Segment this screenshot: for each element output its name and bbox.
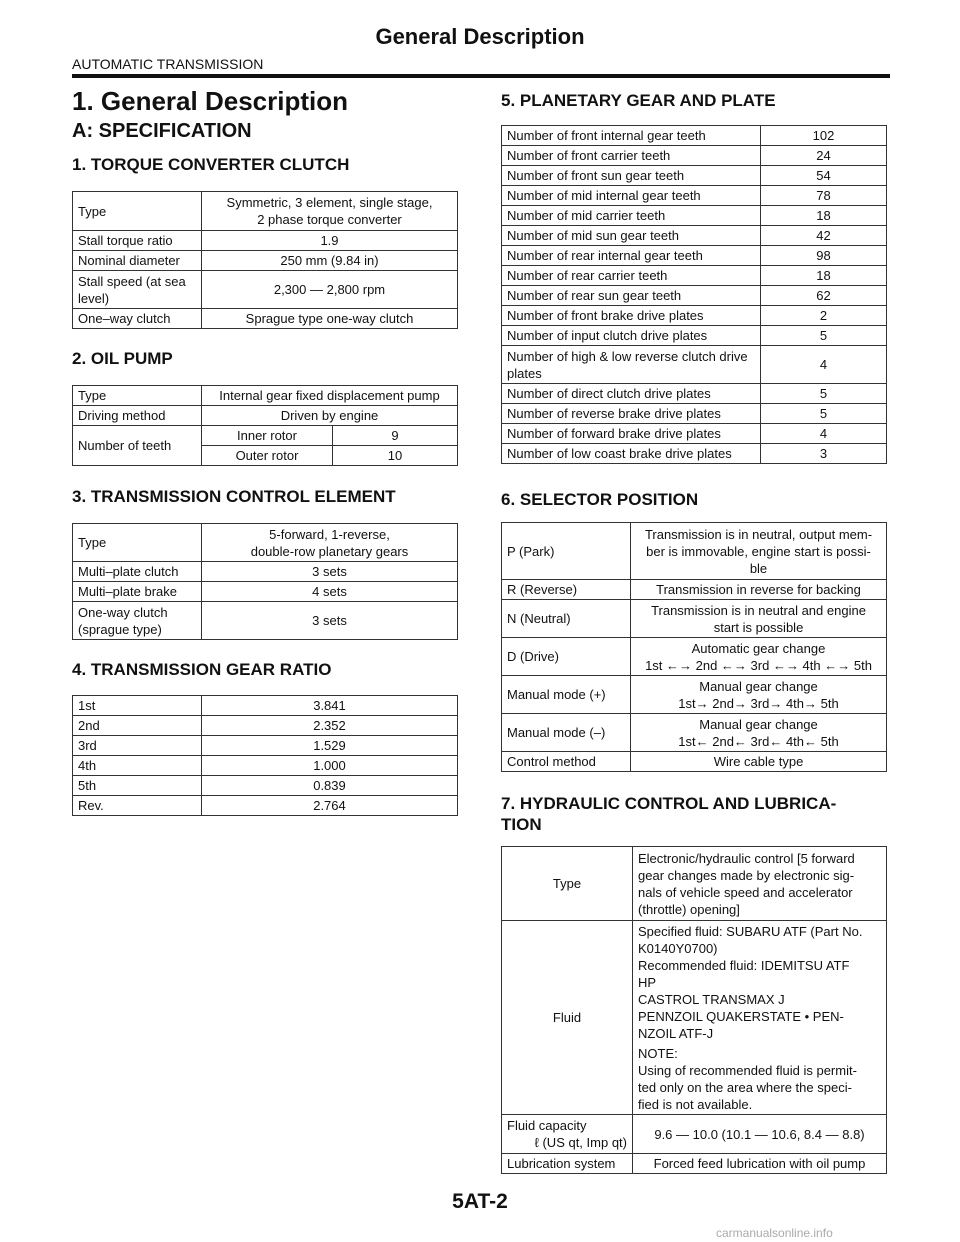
cell-value: 10 [333,446,458,466]
cell-value: Wire cable type [631,752,887,772]
cell-line: Recommended fluid: IDEMITSU ATF [638,957,850,973]
table-row [502,306,887,326]
cell-label: Fluid [502,921,633,1115]
table-row [502,638,887,676]
gear-ratio-value: 1.529 [202,736,458,756]
section-7-heading [501,793,836,835]
section-4-heading: 4. TRANSMISSION GEAR RATIO [72,660,332,679]
section-2-heading: 2. OIL PUMP [72,349,173,368]
spec-label: Number of forward brake drive plates [502,424,761,444]
gear-label: 4th [73,756,202,776]
cell-value [631,600,887,638]
cell-line: gear changes made by electronic sig- [638,867,855,883]
table-row [73,192,458,231]
table-row [502,346,887,384]
spec-value: 5 [761,404,887,424]
cell-line: start is possible [713,619,804,635]
spec-value: 62 [761,286,887,306]
spec-label: Number of mid carrier teeth [502,206,761,226]
cell-label: Type [73,386,202,406]
table-row [502,326,887,346]
cell-line: nals of vehicle speed and accelerator [638,884,853,900]
spec-label: Number of rear sun gear teeth [502,286,761,306]
table-row [502,752,887,772]
cell-value [202,192,458,231]
cell-label: Number of teeth [73,426,202,466]
hydraulic-control-table [501,846,887,1174]
gear-ratio-value: 2.764 [202,796,458,816]
table-row [502,206,887,226]
section-6-heading: 6. SELECTOR POSITION [501,490,699,509]
cell-value [631,638,887,676]
table-row [73,406,458,426]
table-row [502,580,887,600]
cell-line: HP [638,974,657,990]
cell-label: Stall torque ratio [73,231,202,251]
cell-line: One-way clutch [78,604,168,620]
cell-line: Transmission is in neutral and engine [651,602,866,618]
spec-value: 3 [761,444,887,464]
spec-label: Number of rear internal gear teeth [502,246,761,266]
spec-value: 78 [761,186,887,206]
cell-value: Sprague type one-way clutch [202,309,458,329]
cell-value: 4 sets [202,582,458,602]
cell-line: Fluid capacity [507,1118,587,1133]
gear-label: 2nd [73,716,202,736]
gear-label: 5th [73,776,202,796]
table-row [502,444,887,464]
cell-line: Automatic gear change [691,640,826,656]
cell-value: Transmission in reverse for backing [631,580,887,600]
spec-label: Number of front brake drive plates [502,306,761,326]
cell-label: Lubrication system [502,1154,633,1174]
spec-value: 4 [761,346,887,384]
table-row [502,600,887,638]
spec-value: 4 [761,424,887,444]
cell-value [633,921,887,1115]
gear-ratio-value: 3.841 [202,696,458,716]
cell-label: N (Neutral) [502,600,631,638]
table-row [502,404,887,424]
cell-value [631,714,887,752]
cell-value: Driven by engine [202,406,458,426]
table-row [502,424,887,444]
cell-value: 9.6 — 10.0 (10.1 — 10.6, 8.4 — 8.8) [633,1115,887,1154]
spec-value: 5 [761,326,887,346]
table-row [502,246,887,266]
cell-label: Control method [502,752,631,772]
spec-label: Number of front sun gear teeth [502,166,761,186]
cell-label: Manual mode (–) [502,714,631,752]
cell-line: Transmission is in neutral, output mem- [644,526,873,542]
cell-value: 2,300 — 2,800 rpm [202,271,458,309]
spec-label: Number of direct clutch drive plates [502,384,761,404]
cell-label: D (Drive) [502,638,631,676]
cell-label: Multi–plate brake [73,582,202,602]
gear-label: 3rd [73,736,202,756]
heading-line: 7. HYDRAULIC CONTROL AND LUBRICA- [501,794,837,813]
cell-value: 1.9 [202,231,458,251]
cell-line: level) [78,290,110,306]
section-1-heading: 1. TORQUE CONVERTER CLUTCH [72,155,350,174]
cell-line: double-row planetary gears [250,543,409,559]
cell-label: Type [502,847,633,921]
table-row [502,847,887,921]
cell-line: Electronic/hydraulic control [5 forward [638,850,855,866]
table-row [73,776,458,796]
cell-value: Internal gear fixed displacement pump [202,386,458,406]
cell-value: 9 [333,426,458,446]
table-row [502,921,887,1115]
cell-line: 1st→ 2nd→ 3rd→ 4th→ 5th [678,695,839,711]
cell-value: Forced feed lubrication with oil pump [633,1154,887,1174]
gear-label: 1st [73,696,202,716]
cell-value: 3 sets [202,602,458,640]
spec-label: Number of reverse brake drive plates [502,404,761,424]
table-row [502,266,887,286]
table-row [73,309,458,329]
table-row [73,756,458,776]
table-row [73,716,458,736]
control-element-table [72,523,458,640]
gear-ratio-value: 2.352 [202,716,458,736]
table-row [73,524,458,562]
spec-value: 98 [761,246,887,266]
selector-position-table [501,522,887,772]
chapter-title: 1. General Description [72,86,348,116]
cell-line: Symmetric, 3 element, single stage, [226,195,433,210]
page-header-section: AUTOMATIC TRANSMISSION [72,56,264,72]
cell-value [631,523,887,580]
cell-line: 5-forward, 1-reverse, [269,526,390,542]
cell-sublabel: Outer rotor [202,446,333,466]
table-row [73,271,458,309]
cell-value [631,676,887,714]
table-row [502,146,887,166]
table-row [502,714,887,752]
cell-label [73,271,202,309]
cell-line: 1st← 2nd← 3rd← 4th← 5th [678,733,839,749]
gear-ratio-value: 0.839 [202,776,458,796]
cell-label: Multi–plate clutch [73,562,202,582]
spec-value: 54 [761,166,887,186]
table-row [502,186,887,206]
cell-line: PENNZOIL QUAKERSTATE • PEN- [638,1008,844,1024]
table-row [502,1115,887,1154]
spec-label: Number of high & low reverse clutch drive plates [502,346,761,384]
cell-line: K0140Y0700) [638,940,718,956]
spec-value: 102 [761,126,887,146]
spec-label: Number of mid sun gear teeth [502,226,761,246]
cell-line: Stall speed (at sea [78,273,186,289]
table-row [73,562,458,582]
cell-value: 250 mm (9.84 in) [202,251,458,271]
table-row [73,696,458,716]
spec-value: 42 [761,226,887,246]
cell-line: ℓ (US qt, Imp qt) [534,1135,627,1150]
cell-line: 1st ←→ 2nd ←→ 3rd ←→ 4th ←→ 5th [645,657,872,673]
cell-label: Type [73,192,202,231]
torque-converter-table [72,191,458,329]
spec-label: Number of front internal gear teeth [502,126,761,146]
cell-value: 3 sets [202,562,458,582]
gear-ratio-table [72,695,458,816]
cell-label: Type [73,524,202,562]
table-row [502,523,887,580]
cell-line: ted only on the area where the speci- [638,1079,852,1095]
table-row [502,384,887,404]
table-row [502,226,887,246]
cell-line: (throttle) opening] [638,901,740,917]
cell-line: Manual gear change [699,678,818,694]
cell-line: Specified fluid: SUBARU ATF (Part No. [638,923,863,939]
cell-line: fied is not available. [638,1096,753,1112]
table-row [73,231,458,251]
cell-value [633,847,887,921]
specification-heading: A: SPECIFICATION [72,120,252,142]
cell-label: One–way clutch [73,309,202,329]
note-label: NOTE: [638,1045,678,1061]
table-row [73,251,458,271]
section-3-heading: 3. TRANSMISSION CONTROL ELEMENT [72,487,396,506]
spec-value: 5 [761,384,887,404]
page-number: 5AT-2 [452,1190,508,1213]
table-row [73,386,458,406]
spec-label: Number of mid internal gear teeth [502,186,761,206]
table-row [73,582,458,602]
header-rule [72,74,890,78]
cell-line: (sprague type) [78,621,162,637]
spec-value: 2 [761,306,887,326]
cell-line: NZOIL ATF-J [638,1025,714,1041]
cell-label [502,1115,633,1154]
cell-label [73,602,202,640]
cell-label: Nominal diameter [73,251,202,271]
gear-ratio-value: 1.000 [202,756,458,776]
spec-label: Number of front carrier teeth [502,146,761,166]
table-row [502,126,887,146]
cell-label: Manual mode (+) [502,676,631,714]
cell-line: CASTROL TRANSMAX J [638,991,785,1007]
spec-value: 24 [761,146,887,166]
spec-value: 18 [761,206,887,226]
spec-label: Number of input clutch drive plates [502,326,761,346]
gear-label: Rev. [73,796,202,816]
table-row [502,676,887,714]
table-row [73,426,458,446]
cell-line: 2 phase torque converter [257,212,402,227]
table-row [502,166,887,186]
table-row [502,286,887,306]
oil-pump-table [72,385,458,466]
table-row [502,1154,887,1174]
watermark: carmanualsonline.info [716,1226,833,1240]
spec-label: Number of low coast brake drive plates [502,444,761,464]
cell-line: ble [749,560,768,576]
cell-sublabel: Inner rotor [202,426,333,446]
section-5-heading: 5. PLANETARY GEAR AND PLATE [501,91,776,110]
cell-label: Driving method [73,406,202,426]
planetary-gear-table [501,125,887,464]
cell-line: Using of recommended fluid is permit- [638,1062,857,1078]
spec-label: Number of rear carrier teeth [502,266,761,286]
cell-label: P (Park) [502,523,631,580]
table-row [73,736,458,756]
table-row [73,796,458,816]
cell-line: Manual gear change [699,716,818,732]
cell-line: ber is immovable, engine start is possi- [646,543,871,559]
cell-label: R (Reverse) [502,580,631,600]
spec-value: 18 [761,266,887,286]
cell-value [202,524,458,562]
page-header-title: General Description [375,24,585,49]
heading-line: TION [501,815,542,834]
table-row [73,602,458,640]
